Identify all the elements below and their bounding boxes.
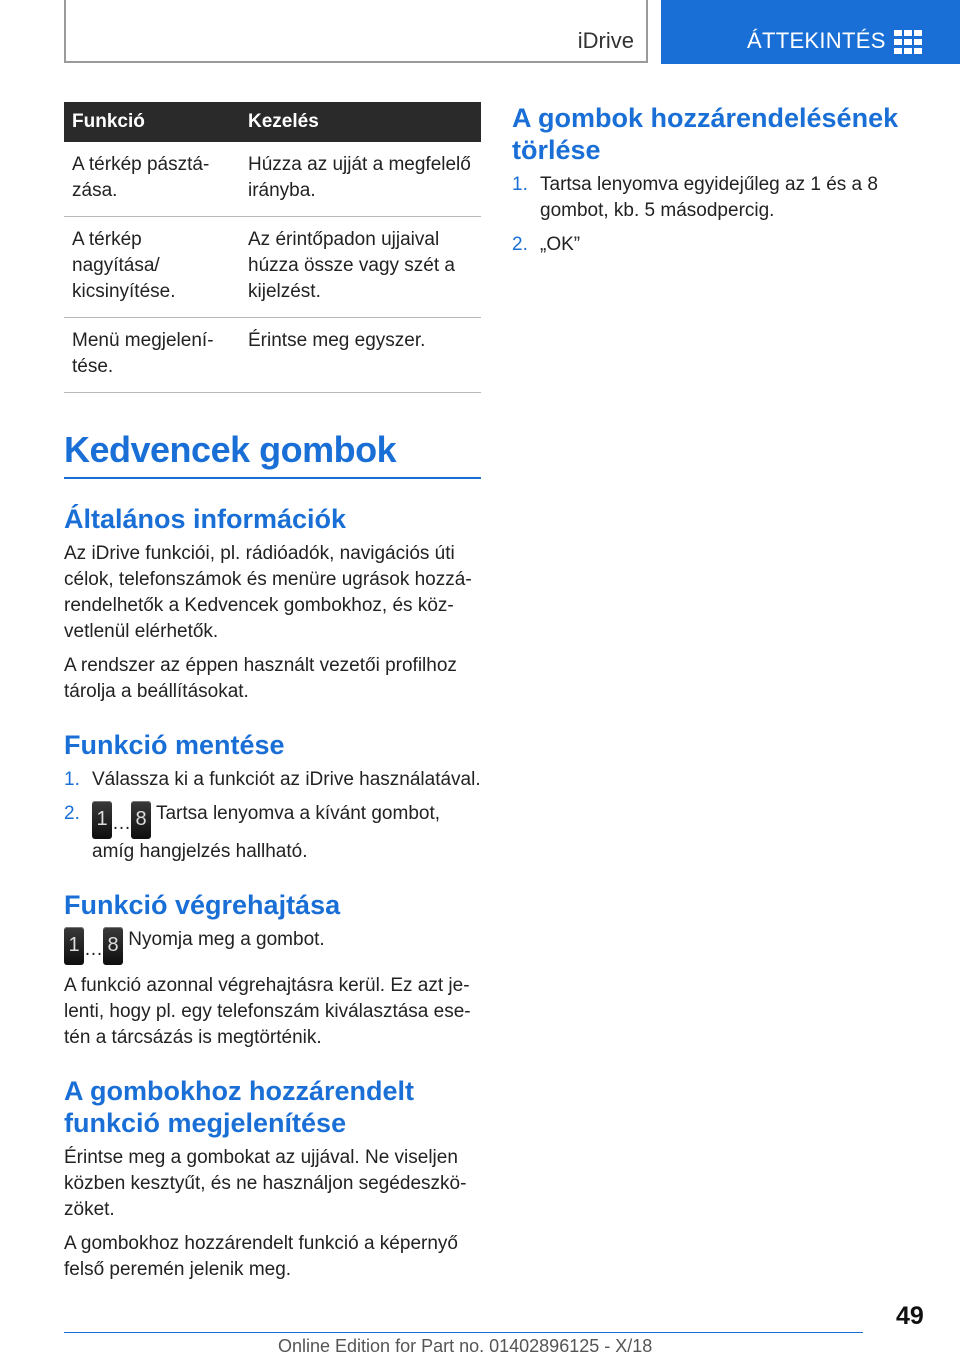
step-number: 2. [512,234,528,255]
display-paragraph-1: Érintse meg a gombokat az ujjával. Ne viseljen közben kesztyűt, és ne használjon segédeszkö-zöket. [64,1147,467,1220]
table-row [64,217,481,318]
delete-heading: A gombok hozzárendelésének törlése [512,103,899,165]
footer-edition: Online Edition for Part no. 01402896125 - X/18 [278,1336,653,1356]
table-row [64,142,481,217]
save-heading: Funkció mentése [64,730,285,760]
step-text: „OK” [540,234,581,255]
table-header-operation: Kezelés [240,102,481,142]
favorite-button-1-icon: 1 [64,927,84,965]
execute-heading: Funkció végrehajtása [64,890,341,920]
table-cell: Húzza az ujját a megfelelő irányba. [240,142,481,217]
header-chapter-label: ÁTTEKINTÉS [747,28,886,53]
table-cell: Érintse meg egyszer. [240,318,481,393]
favorite-button-8-icon: 8 [103,927,123,965]
favorite-button-8-icon: 8 [131,801,151,839]
execute-paragraph-1 [64,927,481,965]
step-text: Tartsa lenyomva egyidejűleg az 1 és a 8 gombot, kb. 5 másodpercig. [540,174,878,221]
list-item [512,172,912,224]
table-cell: A térkép nagyítása/ kicsinyítése. [64,217,240,318]
step-text: Válassza ki a funkciót az iDrive használatával. [92,769,481,790]
table-cell: Menü megjelení- tése. [64,318,240,393]
table-row [64,318,481,393]
table-cell: Az érintőpadon ujjaival húzza össze vagy szét a kijelzést. [240,217,481,318]
list-item [64,801,481,865]
display-paragraph-2: A gombokhoz hozzárendelt funkció a képernyő felső peremén jelenik meg. [64,1233,458,1280]
general-paragraph-1: Az iDrive funkciói, pl. rádióadók, navigációs úti célok, telefonszámok és menüre ugrások hozzá-rendelhetők a Kedvencek gombokhoz, és köz-vetlenül elérhetők. [64,543,472,642]
header-section-label: iDrive [577,28,634,53]
general-heading: Általános információk [64,504,347,534]
favorite-button-1-icon: 1 [92,801,112,839]
step-text: Tartsa lenyomva a kívánt gombot, amíg hangjelzés hallható. [92,803,441,862]
execute-text: Nyomja meg a gombot. [128,929,325,950]
controls-table [64,102,481,393]
ellipsis: … [112,813,131,834]
right-column [512,102,912,266]
footer-divider [64,1332,863,1333]
step-number: 2. [64,803,80,824]
table-header-function: Funkció [64,102,240,142]
list-item [64,767,481,793]
step-number: 1. [512,174,528,195]
page-number: 49 [896,1302,924,1330]
step-number: 1. [64,769,80,790]
grid-menu-icon[interactable] [894,30,922,54]
general-paragraph-2: A rendszer az éppen használt vezetői profilhoz tárolja a beállításokat. [64,655,457,702]
execute-paragraph-2: A funkció azonnal végrehajtásra kerül. Ez azt je-lenti, hogy pl. egy telefonszám kiválasztása ese-tén a tárcsázás is megtörténik. [64,975,471,1048]
save-steps [64,767,481,865]
display-heading: A gombokhoz hozzárendelt funkció megjelenítése [64,1076,414,1138]
main-heading: Kedvencek gombok [64,429,481,479]
header-section-box [64,0,648,63]
header-chapter-box[interactable] [661,0,960,64]
delete-steps [512,172,912,258]
left-column [64,102,481,1291]
list-item [512,232,912,258]
ellipsis: … [84,939,103,960]
table-cell: A térkép pásztá- zása. [64,142,240,217]
